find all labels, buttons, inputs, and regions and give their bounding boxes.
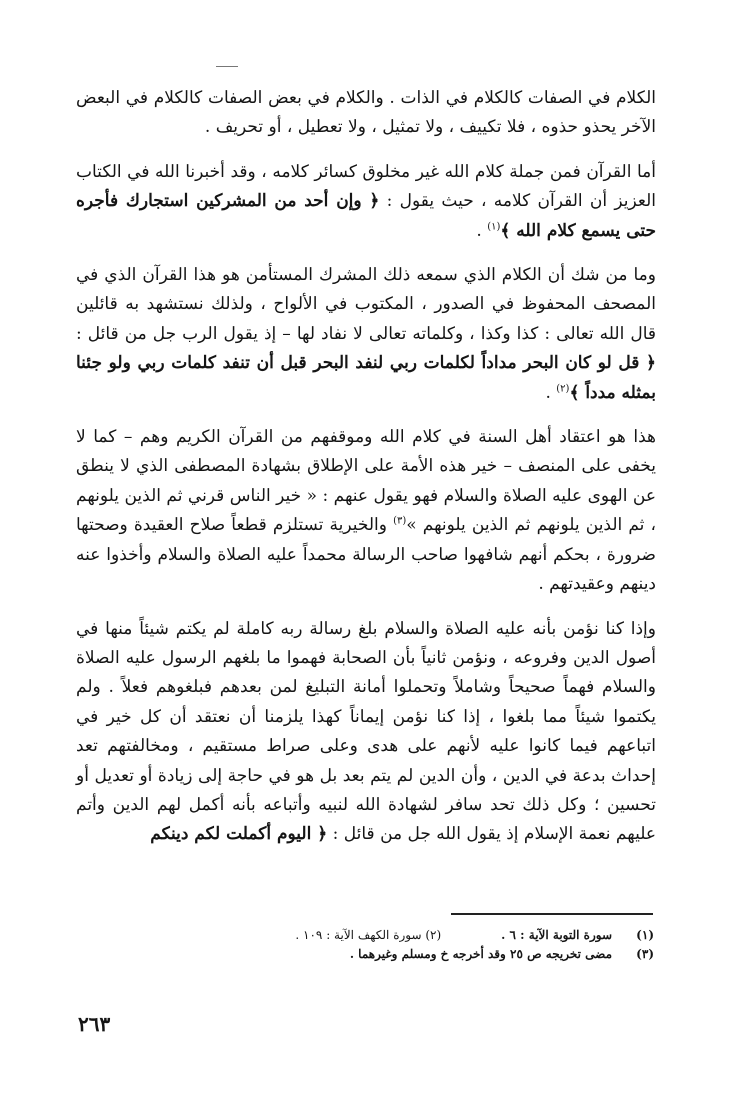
quran-quote: ﴿ قل لو كان البحر مداداً لكلمات ربي لنفد البحر قبل أن تنفد كلمات ربي ولو جئنا بمثله مدداً ﴾ bbox=[76, 353, 656, 403]
quran-quote: ﴿ اليوم أكملت لكم دينكم bbox=[150, 824, 328, 845]
footnote-divider bbox=[451, 913, 653, 915]
text-run: وما من شك أن الكلام الذي سمعه ذلك المشرك المستأمن هو هذا القرآن الذي في المصحف المحفوظ في الصدور ، المكتوب في الألواح ، ولذلك نستشهد به قائلين قال الله تعالى : كذا وكذا ، وكلماته تعالى لا نفاد لها – إذ يقول الرب جل من قائل : bbox=[76, 265, 657, 344]
footnote-number: (٣) bbox=[636, 947, 654, 961]
paragraph bbox=[76, 615, 656, 850]
paragraph bbox=[76, 423, 656, 599]
footnotes bbox=[76, 926, 654, 964]
text-run: . bbox=[545, 382, 557, 403]
footnote-number: (١) bbox=[636, 928, 654, 942]
footnote-text-extra: (٢) سورة الكهف الآية : ١٠٩ . bbox=[295, 928, 442, 942]
top-mark bbox=[216, 66, 238, 67]
footnote-row bbox=[76, 926, 654, 945]
paragraph bbox=[76, 158, 656, 246]
body-text bbox=[76, 84, 656, 850]
paragraph bbox=[76, 84, 656, 143]
quran-quote: ﴿ وإن أحد من المشركين استجارك فأجره حتى يسمع كلام الله ﴾ bbox=[76, 191, 656, 241]
text-run: الكلام في الصفات كالكلام في الذات . والكلام في بعض الصفات كالكلام في البعض الآخر يحذو حذوه ، فلا تكييف ، ولا تمثيل ، ولا تعطيل ، أو تحريف . bbox=[76, 88, 656, 138]
paragraph bbox=[76, 261, 656, 408]
footnote-text: مضى تخريجه ص ٢٥ وقد أخرجه خ ومسلم وغيرهما . bbox=[349, 947, 612, 961]
text-run: . bbox=[476, 220, 488, 241]
text-run: أما القرآن فمن جملة كلام الله غير مخلوق كسائر كلامه ، وقد أخبرنا الله في الكتاب العزيز أن القرآن كلامه ، حيث يقول : bbox=[76, 161, 656, 212]
footnote-row bbox=[76, 945, 654, 964]
footnote-ref: (٢) bbox=[556, 383, 570, 394]
text-run: وإذا كنا نؤمن بأنه عليه الصلاة والسلام بلغ رسالة ربه كاملة لم يكتم شيئاً منها في أصول الدين وفروعه ، ونؤمن ثانياً بأن الصحابة فهموا ما بلغهم الرسول عليه الصلاة والسلام فهماً صحيحاً وشاملاً وتحملوا أمانة التبليغ لمن بعدهم فبلغوهم فعلاً . ولم يكتموا شيئاً مما بلغوا ، إذا كنا نؤمن إيماناً كهذا يلزمنا أن نعتقد أن كل خير في اتباعهم فيما كانوا عليه لأنهم على هدى وعلى صراط مستقيم ، ومخالفتهم تعد إحداث بدعة في الدين ، وأن الدين لم يتم بعد بل هو في حاجة إلى زيادة أو تعديل أو تحسين ؛ وكل ذلك تحد سافر لشهادة الله لنبيه وأتباعه بأنه أكمل لهم الدين وأتم عليهم نعمة الإسلام إذ يقول الله جل من قائل : bbox=[76, 618, 656, 845]
text-run: والخيرية تستلزم قطعاً صلاح العقيدة وصحتها ضرورة ، بحكم أنهم شافهوا صاحب الرسالة محمداً عليه الصلاة والسلام وأخذوا عنه دينهم وعقيدتهم . bbox=[76, 515, 656, 595]
footnote-text: سورة التوبة الآية : ٦ . bbox=[501, 928, 612, 942]
footnote-ref: (٣) bbox=[393, 515, 407, 527]
footnote-ref: (١) bbox=[487, 220, 501, 232]
text-run: هذا هو اعتقاد أهل السنة في كلام الله وموقفهم من القرآن الكريم وهم – كما لا يخفى على المنصف – خير هذه الأمة على الإطلاق بشهادة المصطفى الذي لا ينطق عن الهوى عليه الصلاة والسلام فهو يقول عنهم : « خير الناس قرني ثم الذين يلونهم ، ثم الذين يلونهم ثم الذين يلونهم » bbox=[76, 427, 656, 536]
page-number: ٢٦٣ bbox=[78, 1012, 111, 1036]
